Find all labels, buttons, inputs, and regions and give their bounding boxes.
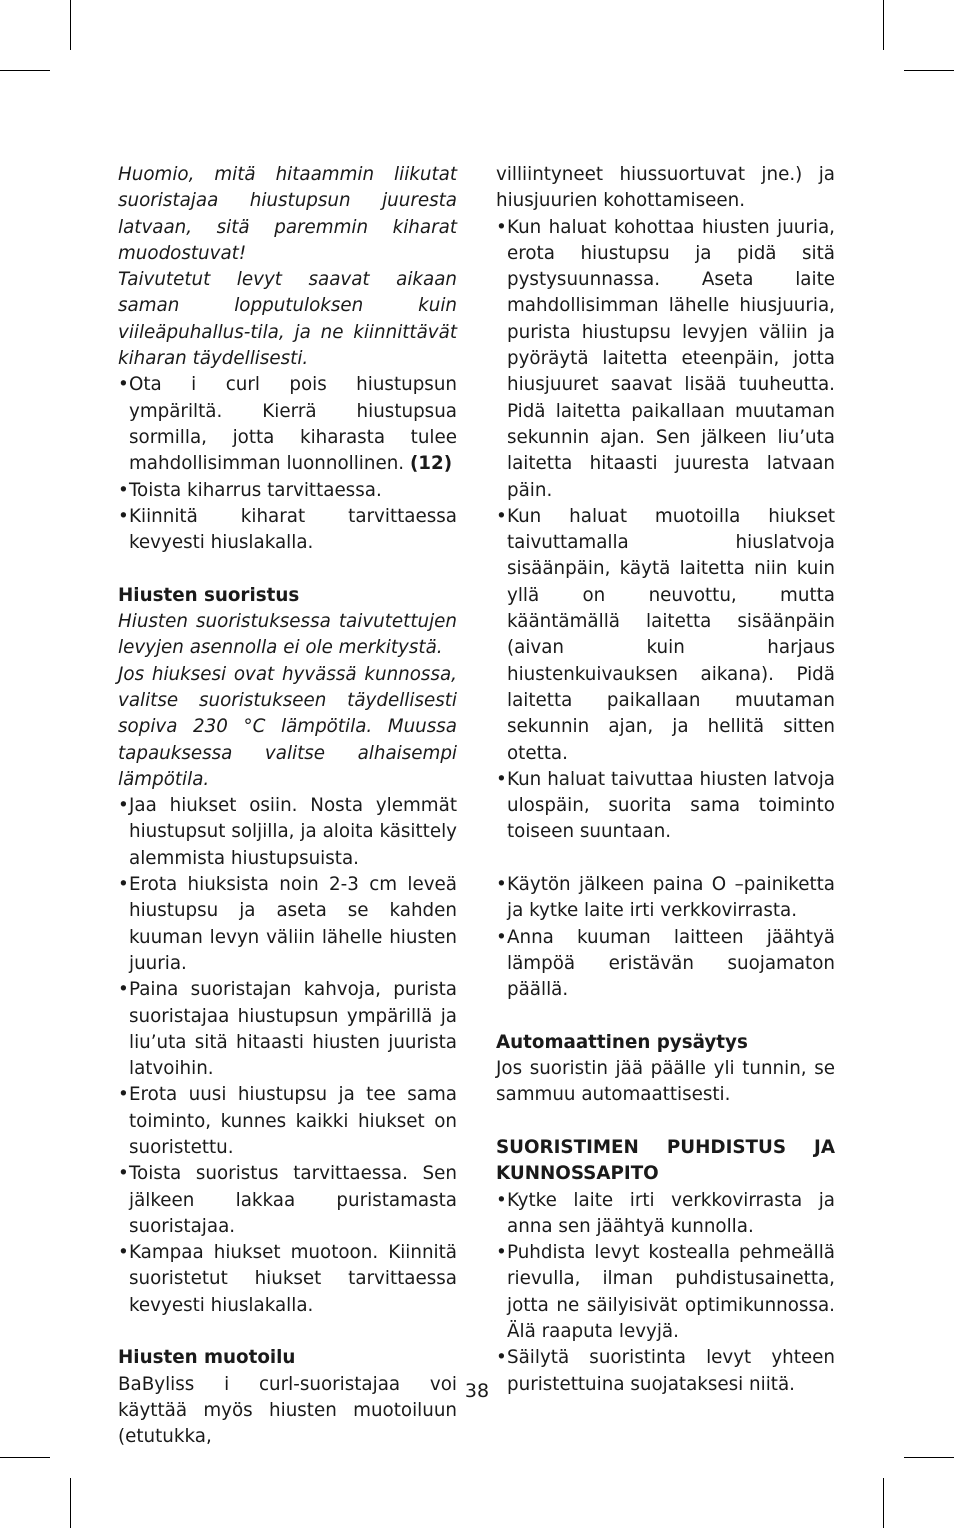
list-item: • Kun haluat taivuttaa hiusten latvoja ulospäin, suorita sama toiminto toiseen suuntaan.: [496, 767, 835, 846]
crop-mark: [883, 1478, 884, 1528]
list-item: • Jaa hiukset osiin. Nosta ylemmät hiustupsut soljilla, ja aloita käsittely alemmista hiustupsuista.: [118, 793, 457, 872]
section-heading: Hiusten muotoilu: [118, 1347, 296, 1369]
intro-note: Huomio, mitä hitaammin liikutat suoristajaa hiustupsun juuresta latvaan, sitä paremmin kiharat muodostuvat!: [118, 164, 457, 264]
styling-bullet-list: [496, 215, 835, 846]
list-item: • Ota i curl pois hiustupsun ympäriltä. Kierrä hiustupsua sormilla, jotta kiharasta tulee mahdollisimman luonnollinen. (12): [118, 372, 457, 477]
list-item: • Kun haluat muotoilla hiukset taivuttamalla hiuslatvoja sisäänpäin, käytä laitetta niin kuin yllä on neuvottu, mutta kääntämällä laitetta sisäänpäin (aivan kuin harjaus hiustenkuivauksen aikana). Pidä laitetta paikallaan muutaman sekunnin ajan, ja hellitä sitten otetta.: [496, 504, 835, 767]
figure-reference: (12): [409, 453, 453, 475]
straightening-bullet-list: [118, 793, 457, 1319]
section-heading: Automaattinen pysäytys: [496, 1031, 748, 1053]
body-paragraph: BaByliss i curl-suoristajaa voi käyttää myös hiusten muotoiluun (etutukka,: [118, 1373, 457, 1448]
list-item: • Paina suoristajan kahvoja, purista suoristajaa hiustupsun ympärillä ja liu’uta sitä hitaasti hiusten juurista latvoihin.: [118, 977, 457, 1082]
body-paragraph: villiintyneet hiussuortuvat jne.) ja hiusjuurien kohottamiseen.: [496, 164, 835, 212]
section-heading: SUORISTIMEN PUHDISTUS JA KUNNOSSAPITO: [496, 1136, 835, 1185]
section-note: Hiusten suoristuksessa taivutettujen levyjen asennolla ei ole merkitystä.: [118, 611, 457, 659]
list-item: • Kampaa hiukset muotoon. Kiinnitä suoristetut hiukset tarvittaessa kevyesti hiuslakalla.: [118, 1240, 457, 1319]
crop-mark: [883, 0, 884, 50]
page-number: 38: [464, 1380, 490, 1402]
crop-mark: [70, 1478, 71, 1528]
section-heading: Hiusten suoristus: [118, 584, 300, 606]
right-column: [496, 162, 835, 1398]
body-paragraph: Jos suoristin jää päälle yli tunnin, se sammuu automaattisesti.: [496, 1058, 835, 1106]
left-column: [118, 162, 457, 1451]
curl-bullet-list: [118, 372, 457, 556]
crop-mark: [0, 1457, 50, 1458]
crop-mark: [904, 1457, 954, 1458]
crop-mark: [904, 70, 954, 71]
crop-mark: [0, 70, 50, 71]
list-item: • Säilytä suoristinta levyt yhteen puristettuina suojataksesi niitä.: [496, 1345, 835, 1398]
list-item: • Kytke laite irti verkkovirrasta ja anna sen jäähtyä kunnolla.: [496, 1188, 835, 1241]
intro-note: Taivutetut levyt saavat aikaan saman lopputuloksen kuin viileäpuhallus-tila, ja ne kiinnittävät kiharan täydellisesti.: [118, 269, 457, 370]
list-item: • Käytön jälkeen paina O –painiketta ja kytke laite irti verkkovirrasta.: [496, 872, 835, 925]
list-item: • Kiinnitä kiharat tarvittaessa kevyesti hiuslakalla.: [118, 504, 457, 557]
list-item: • Erota hiuksista noin 2-3 cm leveä hiustupsu ja aseta se kahden kuuman levyn väliin lähelle hiusten juuria.: [118, 872, 457, 977]
after-use-bullet-list: [496, 872, 835, 1003]
list-item: • Anna kuuman laitteen jäähtyä lämpöä eristävän suojamaton päällä.: [496, 925, 835, 1004]
list-item: • Toista suoristus tarvittaessa. Sen jälkeen lakkaa puristamasta suoristajaa.: [118, 1161, 457, 1240]
list-item: • Puhdista levyt kostealla pehmeällä rievulla, ilman puhdistusainetta, jotta ne säilyisivät optimikunnossa. Älä raaputa levyjä.: [496, 1240, 835, 1345]
section-note: Jos hiuksesi ovat hyvässä kunnossa, valitse suoristukseen täydellisesti sopiva 230 °C lämpötila. Muussa tapauksessa valitse alhaisempi lämpötila.: [118, 663, 457, 790]
list-item: • Toista kiharrus tarvittaessa.: [118, 478, 457, 504]
list-item: • Erota uusi hiustupsu ja tee sama toiminto, kunnes kaikki hiukset on suoristettu.: [118, 1082, 457, 1161]
cleaning-bullet-list: [496, 1188, 835, 1398]
crop-mark: [70, 0, 71, 50]
list-item: • Kun haluat kohottaa hiusten juuria, erota hiustupsu ja pidä sitä pystysuunnassa. Aseta laite mahdollisimman lähelle hiusjuuria, purista hiustupsu levyjen väliin ja pyöräytä laitetta eteenpäin, jotta hiusjuuret saavat lisää tuuheutta. Pidä laitetta paikallaan muutaman sekunnin ajan. Sen jälkeen liu’uta laitetta hitaasti juuresta latvaan päin.: [496, 215, 835, 504]
